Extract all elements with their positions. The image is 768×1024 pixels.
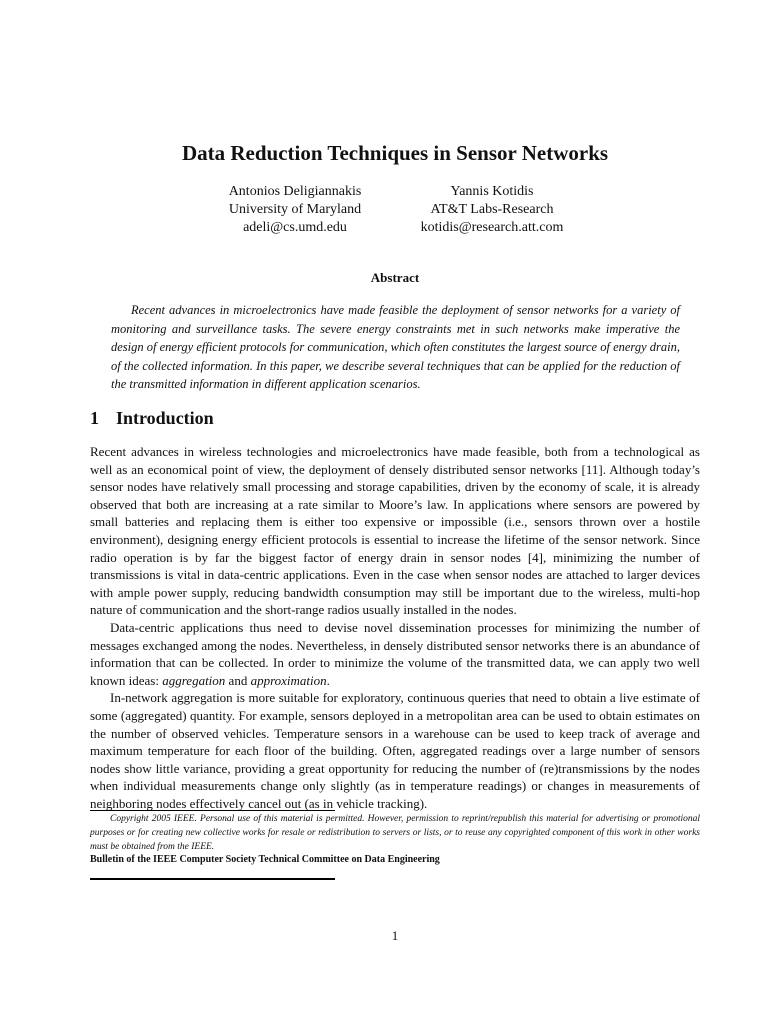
paragraph-text: Data-centric applications thus need to devise novel dissemination processes for minimizing the number of messages exchanged among the nodes. Nevertheless, in densely distributed sensor networks there is an abundance of information that can be collected. In order to minimize the volume of the transmitted data, we can apply two well known ideas:: [90, 619, 700, 688]
footnote-bottom-rule: [90, 878, 335, 880]
abstract-heading: Abstract: [370, 270, 420, 285]
section-title: Introduction: [116, 408, 214, 428]
author-name: Antonios Deligiannakis: [228, 184, 362, 199]
section-heading: [90, 408, 214, 429]
footnote-rule: [90, 810, 335, 811]
paragraph: Recent advances in wireless technologies and microelectronics have made feasible, both from a technological as well as an economical point of view, the deployment of densely distributed sensor networks [11]. Although today’s sensor nodes have relatively small processing and storage capabilities, driven by the economy of scale, it is already observed that both are increasing at a rate similar to Moore’s law. In applications where sensors are powered by small batteries and replacing them is either too expensive or impossible (i.e., sensors thrown over a hostile environment), designing energy efficient protocols is essential to increase the lifetime of the sensor network. Since radio operation is by far the biggest factor of energy drain in sensor nodes [4], minimizing the number of transmissions is vital in data-centric applications. Even in the case when sensor nodes are attached to larger devices with ample power supply, reducing bandwidth consumption may still be important due to the wireless, multi-hop nature of communication and the short-range radios usually installed in the nodes.: [90, 444, 700, 618]
period: .: [326, 672, 330, 688]
paragraph: [90, 619, 700, 689]
paragraph: In-network aggregation is more suitable for exploratory, continuous queries that need to obtain a live estimate of some (aggregated) quantity. For example, sensors deployed in a metropolitan area can be used to obtain estimates on the number of observed vehicles. Temperature sensors in a warehouse can be used to keep track of average and maximum temperature for each floor of the building. Often, aggregated readings over a large number of sensors nodes show little variance, providing a great opportunity for reducing the number of (re)transmissions by the nodes when individual measurements change only slightly (as in temperature readings) or changes in measurements of neighboring nodes effectively cancel out (as in vehicle tracking).: [90, 690, 700, 811]
paper-title: Data Reduction Techniques in Sensor Networks: [181, 141, 609, 165]
author-name: Yannis Kotidis: [450, 184, 534, 199]
conjunction: and: [225, 672, 251, 688]
term-aggregation: aggregation: [162, 672, 226, 688]
term-approximation: approximation: [250, 672, 327, 688]
author-email: adeli@cs.umd.edu: [243, 220, 347, 235]
abstract-text: Recent advances in microelectronics have made feasible the deployment of sensor networks for a variety of monitoring and surveillance tasks. The severe energy constraints met in such networks make imperative the design of energy efficient protocols for communication, which often constitutes the largest source of energy drain, of the collected information. In this paper, we describe several techniques that can be applied for the reduction of the transmitted information in different application scenarios.: [111, 303, 680, 391]
author-block-2: [382, 183, 602, 237]
section-number: 1: [90, 408, 99, 428]
author-affiliation: AT&T Labs-Research: [430, 202, 554, 217]
author-affiliation: University of Maryland: [228, 202, 362, 217]
bulletin-title: Bulletin of the IEEE Computer Society Technical Committee on Data Engineering: [90, 854, 440, 865]
author-block-1: [185, 183, 405, 237]
author-email: kotidis@research.att.com: [420, 220, 564, 235]
body-text: [90, 443, 700, 812]
page-number: 1: [391, 928, 399, 943]
copyright-notice: Copyright 2005 IEEE. Personal use of this material is permitted. However, permission to reprint/republish this material for advertising or promotional purposes or for creating new collective works for resale or redistribution to servers or lists, or to reuse any copyrighted component of this work in other works must be obtained from the IEEE.: [90, 814, 700, 852]
